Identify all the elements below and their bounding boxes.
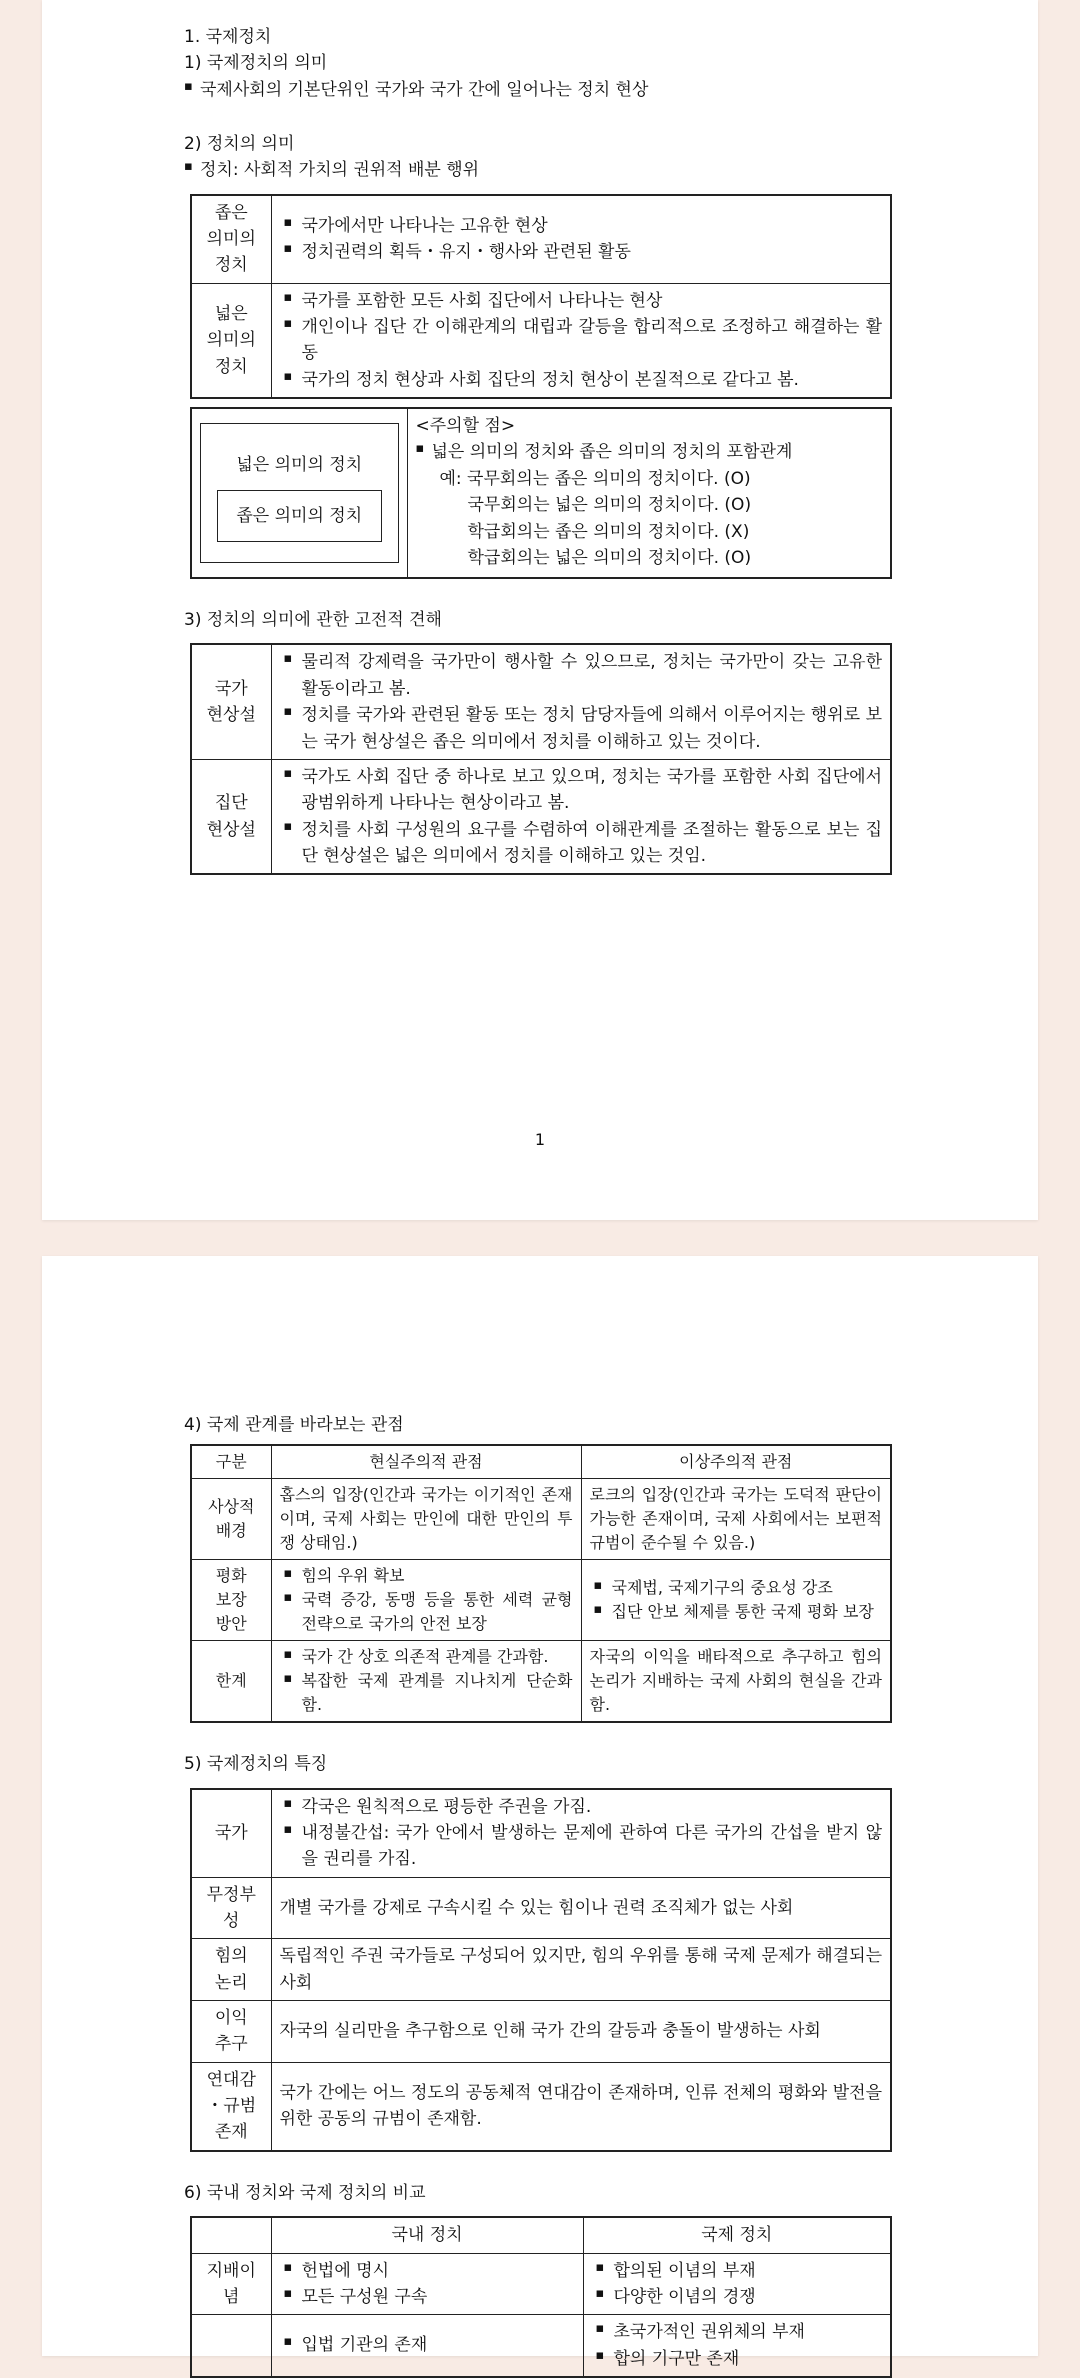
list-item: ▪ 국제법, 국제기구의 중요성 강조 (590, 1576, 883, 1600)
list-item: ▪ 모든 구성원 구속 (280, 2284, 575, 2310)
list-item: ▪ 국가의 정치 현상과 사회 집단의 정치 현상이 본질적으로 같다고 봄. (280, 367, 883, 393)
example-line: 국무회의는 넓은 의미의 정치이다. (O) (467, 495, 752, 516)
document-page-1 (42, 0, 1038, 1220)
heading-1: 1. 국제정치 (184, 27, 272, 47)
column-header (191, 2217, 271, 2253)
table-cell: 홉스의 입장(인간과 국가는 이기적인 존재이며, 국제 사회는 만인에 대한 만인의 투쟁 상태임.) (271, 1479, 581, 1560)
row-label: 이익 추구 (191, 2001, 271, 2063)
list-item: ▪ 정치권력의 획득・유지・행사와 관련된 활동 (280, 239, 883, 265)
table-row (191, 2001, 891, 2063)
table-cell: 로크의 입장(인간과 국가는 도덕적 판단이 가능한 존재이며, 국제 사회에서는 보편적 규범이 준수될 수 있음.) (581, 1479, 891, 1560)
table-row (191, 2315, 891, 2377)
list-item: ▪ 개인이나 집단 간 이해관계의 대립과 갈등을 합리적으로 조정하고 해결하는 활동 (280, 314, 883, 367)
row-content (271, 195, 891, 284)
row-label: 좁은 의미의 정치 (191, 195, 271, 284)
row-label: 한계 (191, 1641, 271, 1723)
table-row (191, 1877, 891, 1939)
table-row (191, 1789, 891, 1878)
list-item: ▪ 국가 간 상호 의존적 관계를 간과함. (280, 1645, 573, 1669)
inner-box-narrow-politics: 좁은 의미의 정치 (217, 490, 382, 542)
list-item: ▪ 복잡한 국제 관계를 지나치게 단순화함. (280, 1669, 573, 1717)
table-header-row (191, 1445, 891, 1479)
table-cell: 국가 간에는 어느 정도의 공동체적 연대감이 존재하며, 인류 전체의 평화와 발전을 위한 공동의 규범이 존재함. (271, 2062, 891, 2151)
list-item: ▪ 국가에서만 나타나는 고유한 현상 (280, 213, 883, 239)
table-cell (581, 1560, 891, 1641)
row-label: 국가 현상설 (191, 644, 271, 759)
table-header-row (191, 2217, 891, 2253)
table-row (191, 644, 891, 759)
domestic-vs-intl-table (190, 2216, 892, 2378)
table-row (191, 2253, 891, 2315)
table-row (191, 1479, 891, 1560)
section-3-title: 3) 정치의 의미에 관한 고전적 견해 (184, 610, 442, 631)
section-1-title: 1) 국제정치의 의미 (184, 53, 328, 74)
table-cell (271, 1560, 581, 1641)
list-item: ▪ 국력 증강, 동맹 등을 통한 세력 균형 전략으로 국가의 안전 보장 (280, 1588, 573, 1636)
list-item: ▪ 정치를 사회 구성원의 요구를 수렴하여 이해관계를 조절하는 활동으로 보는 집단 현상설은 넓은 의미에서 정치를 이해하고 있는 것임. (280, 817, 883, 870)
table-cell (583, 2253, 891, 2315)
section-2-bullet: ▪ 정치: 사회적 가치의 권위적 배분 행위 (184, 157, 894, 183)
list-item: ▪ 합의된 이념의 부재 (592, 2258, 883, 2284)
note-cell (407, 408, 891, 578)
list-item: ▪ 내정불간섭: 국가 안에서 발생하는 문제에 관하여 다른 국가의 간섭을 받지 않을 권리를 가짐. (280, 1820, 883, 1873)
table-cell: 개별 국가를 강제로 구속시킬 수 있는 힘이나 권력 조직체가 없는 사회 (271, 1877, 891, 1939)
section-6-title: 6) 국내 정치와 국제 정치의 비교 (184, 2182, 426, 2203)
page-number: 1 (534, 1130, 546, 1149)
column-header: 이상주의적 관점 (581, 1445, 891, 1479)
list-item: ▪ 헌법에 명시 (280, 2258, 575, 2284)
table-row (191, 283, 891, 398)
diagram-cell (191, 408, 407, 578)
list-item: ▪ 정치를 국가와 관련된 활동 또는 정치 담당자들에 의해서 이루어지는 행위로 보는 국가 현상설은 좁은 의미에서 정치를 이해하고 있는 것이다. (280, 702, 883, 755)
table-cell (271, 2315, 583, 2377)
table-row (191, 1939, 891, 2001)
row-label: 연대감 ・규범 존재 (191, 2062, 271, 2151)
section-1-bullet: ▪ 국제사회의 기본단위인 국가와 국가 간에 일어나는 정치 현상 (184, 77, 894, 103)
row-label: 무정부 성 (191, 1877, 271, 1939)
list-item: ▪ 국가도 사회 집단 중 하나로 보고 있으며, 정치는 국가를 포함한 사회 집단에서 광범위하게 나타나는 현상이라고 봄. (280, 764, 883, 817)
inclusion-diagram-table (190, 407, 892, 579)
row-label: 사상적 배경 (191, 1479, 271, 1560)
intl-politics-features-table (190, 1788, 892, 2152)
row-content (271, 644, 891, 759)
table-row (191, 759, 891, 874)
intl-relations-views-table (190, 1444, 892, 1723)
row-label: 힘의 논리 (191, 1939, 271, 2001)
row-content (271, 759, 891, 874)
table-cell (271, 2253, 583, 2315)
section-2-title: 2) 정치의 의미 (184, 134, 295, 155)
table-cell: 자국의 이익을 배타적으로 추구하고 힘의 논리가 지배하는 국제 사회의 현실을 간과함. (581, 1641, 891, 1723)
example-line: 학급회의는 좁은 의미의 정치이다. (X) (467, 521, 750, 542)
row-label (191, 2315, 271, 2377)
table-row (191, 2062, 891, 2151)
example-line: 학급회의는 넓은 의미의 정치이다. (O) (467, 547, 752, 568)
column-header: 구분 (191, 1445, 271, 1479)
row-content (271, 283, 891, 398)
table-row (191, 1641, 891, 1723)
row-label: 지배이념 (191, 2253, 271, 2315)
row-label: 집단 현상설 (191, 759, 271, 874)
table-cell (583, 2315, 891, 2377)
list-item: ▪ 합의 기구만 존재 (592, 2346, 883, 2372)
section-5-title: 5) 국제정치의 특징 (184, 1754, 328, 1775)
column-header: 현실주의적 관점 (271, 1445, 581, 1479)
table-row (191, 1560, 891, 1641)
table-row (191, 195, 891, 284)
list-item: ▪ 다양한 이념의 경쟁 (592, 2284, 883, 2310)
column-header: 국제 정치 (583, 2217, 891, 2253)
table-row (191, 408, 891, 578)
note-title: <주의할 점> (415, 416, 516, 437)
row-label: 평화 보장 방안 (191, 1560, 271, 1641)
outer-box-broad-politics (200, 423, 399, 563)
example-line: 예: 국무회의는 좁은 의미의 정치이다. (O) (439, 468, 751, 489)
classical-views-table (190, 643, 892, 875)
table-cell (271, 1789, 891, 1878)
list-item: ▪ 국가를 포함한 모든 사회 집단에서 나타나는 현상 (280, 288, 883, 314)
note-bullet: ▪ 넓은 의미의 정치와 좁은 의미의 정치의 포함관계 (416, 439, 883, 465)
column-header: 국내 정치 (271, 2217, 583, 2253)
row-label: 넓은 의미의 정치 (191, 283, 271, 398)
politics-meaning-table (190, 194, 892, 399)
list-item: ▪ 집단 안보 체제를 통한 국제 평화 보장 (590, 1600, 883, 1624)
list-item: ▪ 각국은 원칙적으로 평등한 주권을 가짐. (280, 1794, 883, 1820)
list-item: ▪ 입법 기관의 존재 (280, 2332, 575, 2358)
list-item: ▪ 힘의 우위 확보 (280, 1564, 573, 1588)
table-cell: 자국의 실리만을 추구함으로 인해 국가 간의 갈등과 충돌이 발생하는 사회 (271, 2001, 891, 2063)
list-item: ▪ 물리적 강제력을 국가만이 행사할 수 있으므로, 정치는 국가만이 갖는 고유한 활동이라고 봄. (280, 649, 883, 702)
table-cell (271, 1641, 581, 1723)
table-cell: 독립적인 주권 국가들로 구성되어 있지만, 힘의 우위를 통해 국제 문제가 해결되는 사회 (271, 1939, 891, 2001)
section-4-title: 4) 국제 관계를 바라보는 관점 (184, 1415, 404, 1435)
list-item: ▪ 초국가적인 권위체의 부재 (592, 2319, 883, 2345)
outer-box-label: 넓은 의미의 정치 (236, 455, 363, 476)
document-page-2 (42, 1256, 1038, 2369)
row-label: 국가 (191, 1789, 271, 1878)
